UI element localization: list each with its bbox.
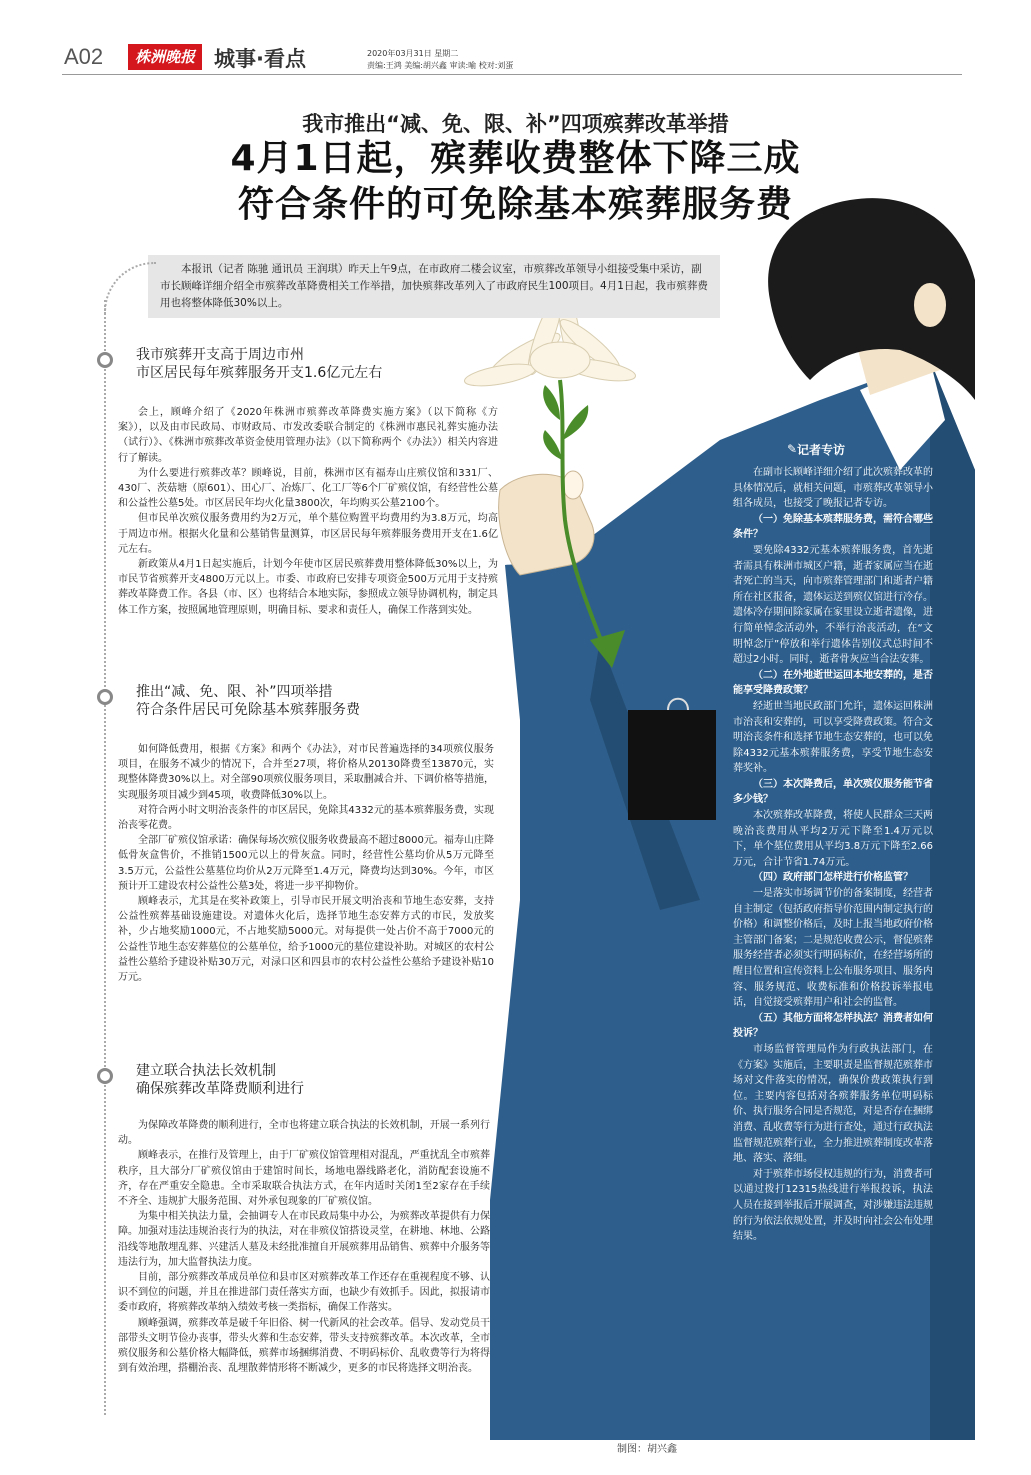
- subheading-3-line1: 建立联合执法长效机制: [136, 1063, 276, 1079]
- interview-column: [733, 465, 933, 1245]
- section-title: 城事·看点: [214, 47, 306, 71]
- subheading-3: [136, 1062, 304, 1098]
- main-headline: [0, 136, 1031, 228]
- section-2-body: [118, 742, 494, 985]
- subheading-1-line2: 市区居民每年殡葬服务开支1.6亿元左右: [136, 365, 383, 381]
- kicker-headline: 我市推出“减、免、限、补”四项殡葬改革举措: [302, 112, 729, 136]
- subheading-3-line2: 确保殡葬改革降费顺利进行: [136, 1081, 304, 1097]
- timeline-line: [104, 300, 106, 1415]
- main-headline-line2: 符合条件的可免除基本殡葬服务费: [237, 184, 793, 225]
- interview-paragraph: 一是落实市场调节价的备案制度，经营者自主制定（包括政府指导价范围内制定执行的价格）和调整价格后，及时上报当地政府价格主管部门备案；二是规范收费公示，督促殡葬服务经营者必须实行明码标价，在经营场所的醒目位置和宣传资料上公布服务项目、服务内容、服务规范、收费标准和价格投诉举报电话，自觉接受殡葬用户和社会的监督。: [733, 888, 933, 1009]
- illustration-credit: 制图：胡兴鑫: [617, 1444, 677, 1455]
- timeline-dot: [97, 689, 113, 705]
- issue-meta: [367, 48, 567, 72]
- subheading-1-line1: 我市殡葬开支高于周边市州: [136, 347, 304, 363]
- pocket-bag: [628, 710, 716, 820]
- subheading-2-line2: 符合条件居民可免除基本殡葬服务费: [136, 702, 360, 718]
- interview-question: （三）本次降费后，单次殡仪服务能节省多少钱？: [733, 778, 933, 806]
- header-divider: [62, 74, 962, 75]
- timeline-dot: [97, 352, 113, 368]
- paragraph: 为保障改革降费的顺利进行，全市也将建立联合执法的长效机制，开展一系列行动。: [118, 1120, 490, 1147]
- interview-question: （五）其他方面将怎样执法？消费者如何投诉？: [733, 1012, 933, 1040]
- paragraph: 会上，顾峰介绍了《2020年株洲市殡葬改革降费实施方案》（以下简称《方案》），以及由市民政局、市财政局、市发改委联合制定的《株洲市惠民礼葬实施办法（试行）》、《株洲市殡葬改革资金使用管理办法》（以下简称两个《办法》）相关内容进行了解读。: [118, 407, 498, 464]
- paragraph: 顾峰表示，尤其是在奖补政策上，引导市民开展文明治丧和节地生态安葬，支持公益性殡葬基础设施建设。对遗体火化后，选择节地生态安葬方式的市民，发放奖补，少占地奖励1000元，不占地奖励5000元。对每提供一处占价不高于7000元的公益性节地生态安葬墓位的公墓单位，给予1000元的墓位建设补助。对城区的农村公益性公墓给予建设补贴30万元，对渌口区和四县市的农村公益性公墓给予建设补贴10万元。: [118, 896, 494, 984]
- paragraph: 目前，部分殡葬改革成员单位和县市区对殡葬改革工作还存在重视程度不够、认识不到位的问题，并且在推进部门责任落实方面，也缺少有效抓手。因此，拟报请市委市政府，将殡葬改革纳入绩效考核一类指标，确保工作落实。: [118, 1272, 490, 1314]
- lead-paragraph: 本报讯（记者 陈驰 通讯员 王润琪）昨天上午9点，在市政府二楼会议室，市殡葬改革领导小组接受集中采访，副市长顾峰详细介绍全市殡葬改革降费相关工作举措，加快殡葬改革列入了市政府民生100项目。4月1日起，我市殡葬费用也将整体降低30%以上。: [148, 255, 720, 318]
- paragraph: 但市民单次殡仪服务费用约为2万元，单个墓位购置平均费用约为3.8万元，均高于周边市州。根据火化量和公墓销售量测算，市区居民每年殡葬服务费用开支在1.6亿元左右。: [118, 513, 498, 555]
- interview-paragraph: 要免除4332元基本殡葬服务费，首先逝者需具有株洲市城区户籍，逝者家属应当在逝者死亡的当天，向市殡葬管理部门和逝者户籍所在社区报备，遗体运送到殡仪馆进行冷存。遗体冷存期间除家属在家里设立逝者遗像，进行简单悼念活动外，不举行治丧活动，在“文明悼念厅”停放和举行遗体告别仪式总时间不超过2小时。同时，逝者骨灰应当合法安葬。: [733, 544, 933, 666]
- main-headline-line1: 4月1日起，殡葬收费整体下降三成: [230, 138, 801, 179]
- timeline-dot: [97, 1068, 113, 1084]
- paragraph: 为集中相关执法力量，会抽调专人在市民政局集中办公，为殡葬改革提供有力保障。加强对违法违规治丧行为的执法，对在非殡仪馆搭设灵堂，在耕地、林地、公路沿线等地散埋乱葬、兴建活人墓及未经批准擅自开展殡葬用品销售、殡葬中介服务等违法行为，加大监督执法力度。: [118, 1211, 490, 1268]
- interview-question: （二）在外地逝世运回本地安葬的，是否能享受降费政策？: [733, 669, 933, 697]
- interview-paragraph: 在副市长顾峰详细介绍了此次殡葬改革的具体情况后，就相关问题，市殡葬改革领导小组各成员，也接受了晚报记者专访。: [733, 467, 933, 510]
- issue-date: 2020年03月31日 星期二: [367, 49, 459, 58]
- newspaper-logo: 株洲晚报: [128, 44, 202, 70]
- subheading-2: [136, 683, 360, 719]
- subheading-2-line1: 推出“减、免、限、补”四项举措: [136, 684, 333, 700]
- subheading-1: [136, 346, 382, 382]
- pen-icon: ✎: [787, 442, 798, 456]
- paragraph: 新政策从4月1日起实施后，计划今年使市区居民殡葬费用整体降低30%以上，为市民节省殡葬开支4800万元以上。市委、市政府已安排专项资金500万元用于支持殡葬改革降费工作。各县（市、区）也将结合本地实际，参照成立领导协调机构，制定具体工作方案，按照属地管理原则，明确目标、要求和责任人，确保工作落到实处。: [118, 559, 498, 616]
- interview-question: （四）政府部门怎样进行价格监管？: [753, 872, 913, 884]
- paragraph: 顾峰表示，在推行及管理上，由于厂矿殡仪馆管理相对混乱，严重扰乱全市殡葬秩序，且大部分厂矿殡仪馆由于建馆时间长，场地电器线路老化，消防配套设施不齐，存在严重安全隐患。全市采取联合执法方式，在年内适时关闭1至2家存在手续不齐全、违规扩大服务范围、对外承包现象的厂矿殡仪馆。: [118, 1150, 490, 1208]
- paragraph: 全部厂矿殡仪馆承诺：确保每场次殡仪服务收费最高不超过8000元。福寿山庄降低骨灰盒售价，不推销1500元以上的骨灰盒。同时，经营性公墓均价从5万元降至3.5万元，公益性公墓墓位均价从2万元降至1.4万元，降费均达到30%。今年，市区预计开工建设农村公益性公墓3处，将进一步平抑物价。: [118, 835, 494, 892]
- interview-paragraph: 对于殡葬市场侵权违规的行为，消费者可以通过拨打12315热线进行举报投诉，执法人员在接到举报后开展调查，对涉嫌违法违规的行为依法依规处置，并及时向社会公布处理结果。: [733, 1168, 933, 1243]
- paragraph: 为什么要进行殡葬改革？顾峰说，目前，株洲市区有福寿山庄殡仪馆和331厂、430厂、茨菇塘（原601）、田心厂、冶炼厂、化工厂等6个厂矿殡仪馆，有经营性公墓和公益性公墓5处。市区居民年均火化量3800次，年均购买公墓2100个。: [118, 467, 498, 510]
- interview-paragraph: 经逝世当地民政部门允许，遗体运回株洲市治丧和安葬的，可以享受降费政策。符合文明治丧条件和选择节地生态安葬的，也可以免除4332元基本殡葬服务费，享受节地生态安葬奖补。: [733, 700, 933, 775]
- issue-editors: 责编:王鸿 美编:胡兴鑫 审读:喻 校对:刘蛋: [367, 61, 514, 70]
- ear: [914, 283, 946, 327]
- paragraph: 对符合两小时文明治丧条件的市区居民，免除其4332元的基本殡葬服务费，实现治丧零花费。: [118, 804, 494, 832]
- section-1-body: [118, 405, 498, 618]
- paragraph: 顾峰强调，殡葬改革是破千年旧俗、树一代新风的社会改革。倡导、发动党员干部带头文明节俭办丧事，带头火葬和生态安葬，带头支持殡葬改革。本次改革，全市殡仪服务和公墓价格大幅降低，殡葬市场捆绑消费、不明码标价、乱收费等行为将得到有效治理，搭棚治丧、乱埋散葬情形将不断减少，更多的市民将选择文明治丧。: [118, 1317, 490, 1375]
- page-number: A02: [64, 44, 104, 69]
- section-3-body: [118, 1118, 490, 1376]
- interview-label: 记者专访: [797, 443, 846, 457]
- interview-paragraph: 市场监督管理局作为行政执法部门，在《方案》实施后，主要职责是监督规范殡葬市场对文件落实的情况，确保价费政策执行到位。主要内容包括对各殡葬服务单位明码标价、执行服务合同是否规范，对是否存在捆绑消费、乱收费等行为进行查处，通过行政执法监督规范殡葬行业，全力推进殡葬制度改革落地、落实、落细。: [733, 1043, 933, 1165]
- paragraph: 如何降低费用，根据《方案》和两个《办法》，对市民普遍选择的34项殡仪服务项目，在服务不减少的情况下，合并至27项，将价格从20130降费至13870元，实现整体降费30%以上。对全部90项殡仪服务项目，采取删减合并、下调价格等措施，实现服务项目减少到45项，收费降低30%以上。: [118, 744, 494, 801]
- interview-question: （一）免除基本殡葬服务费，需符合哪些条件？: [733, 513, 933, 541]
- interview-paragraph: 本次殡葬改革降费，将使人民群众三天两晚治丧费用从平均2万元下降至1.4万元以下，单个墓位费用从平均3.8万元下降至2.66万元，合计节省1.74万元。: [733, 810, 933, 868]
